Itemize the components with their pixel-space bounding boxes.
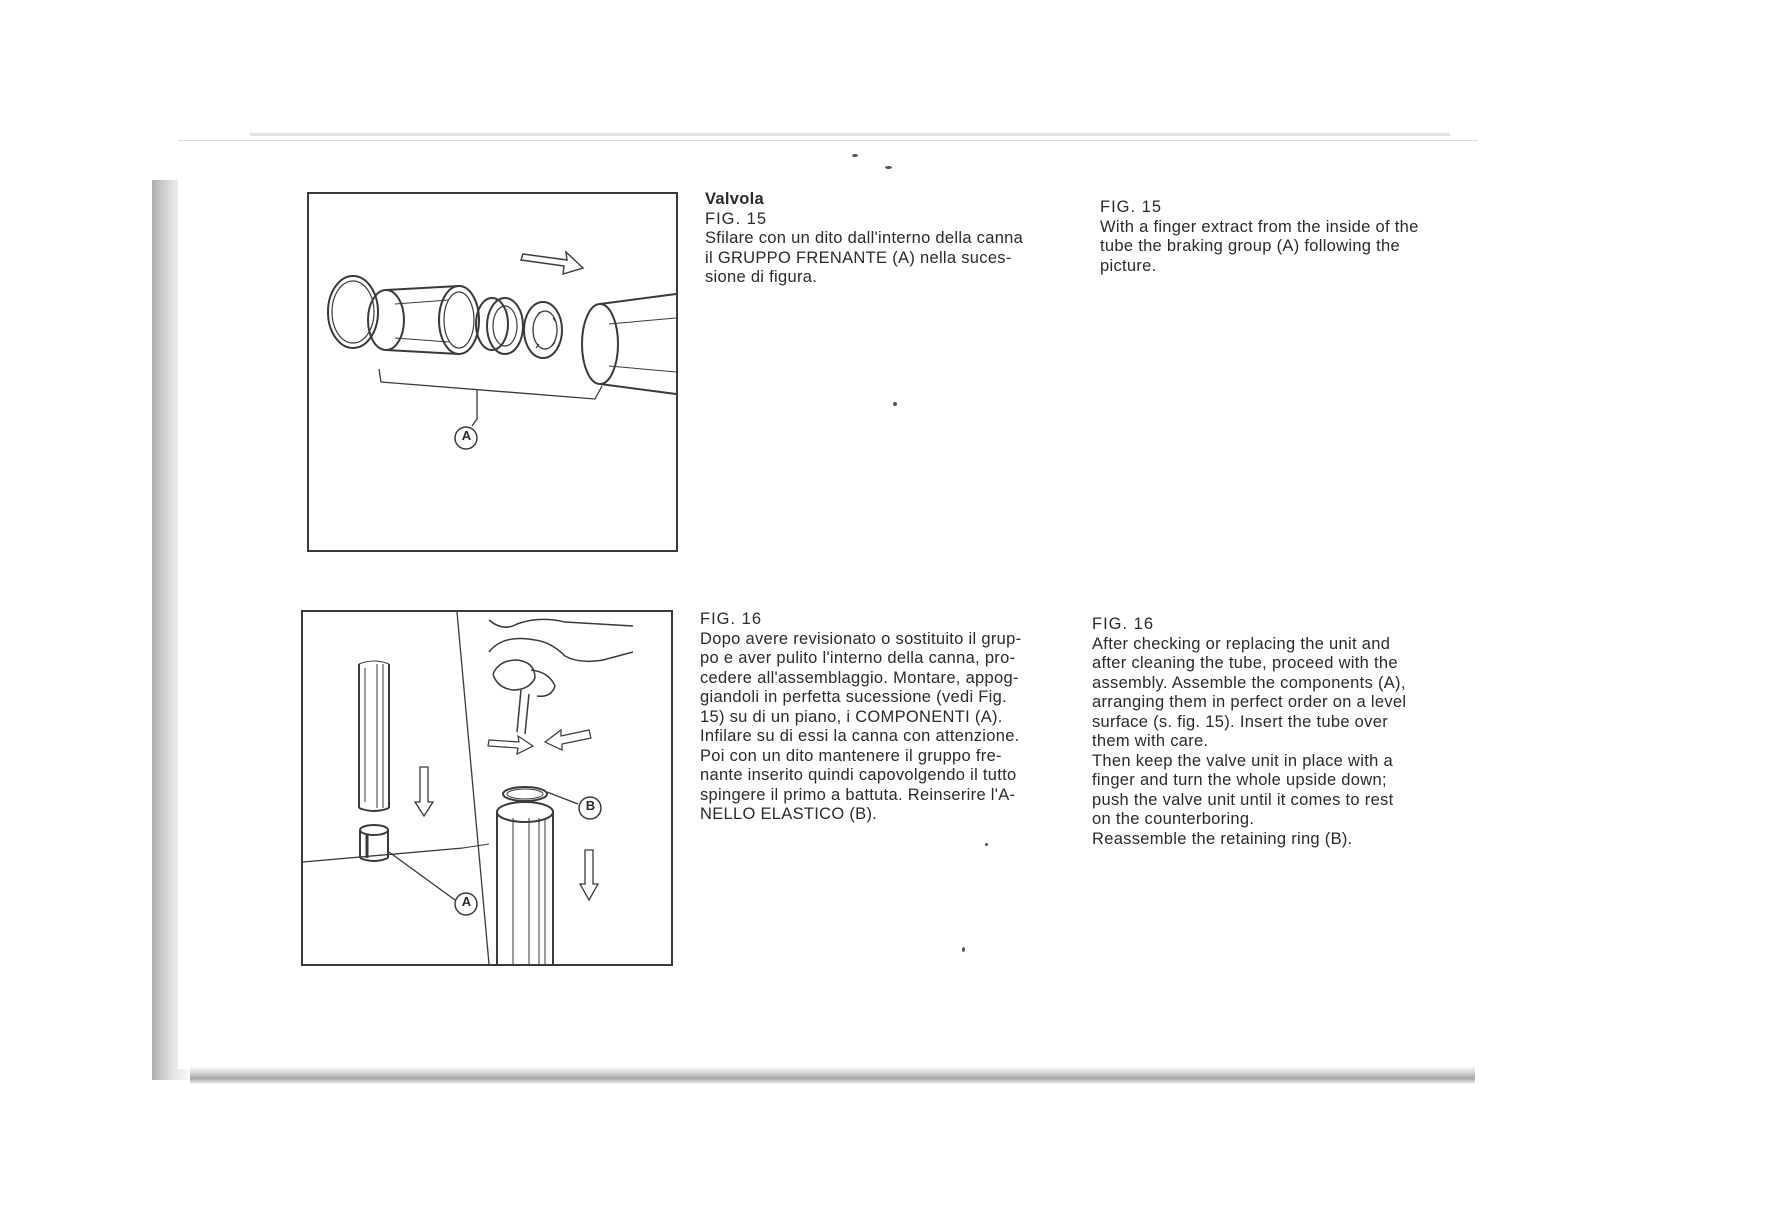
tube-icon — [359, 661, 389, 811]
callout-a-label: A — [461, 428, 472, 443]
valve-disc-icon — [524, 302, 562, 358]
instruction-body: Dopo avere revisionato o sostituito il grup- po e aver pulito l'interno della canna, pro- cedere all'assemblaggio. Montare, appog- giandoli in perfetta sucessione (vedi Fig. 15) su di un piano, i COMPONENTI (A). Infilare su di essi la canna con attenzione. Poi con un dito mantenere il gruppo fre- nante inserito quindi capovolgendo il tutto spingere il primo a battuta. Reinserire l'A- NELLO ELASTICO (B). — [700, 629, 1022, 823]
figure-16-drawing — [303, 612, 671, 964]
fig15-italian-text — [705, 190, 1085, 288]
inward-arrow-icon — [488, 736, 533, 754]
figure-16 — [301, 610, 673, 966]
fig-label: FIG. 16 — [1092, 615, 1155, 633]
scan-speck — [985, 843, 988, 846]
assembly-tube-icon — [497, 802, 553, 964]
table-edge-line — [457, 612, 489, 964]
scan-speck — [962, 947, 965, 952]
fig-label: FIG. 16 — [700, 610, 763, 628]
instruction-body: Sfilare con un dito dall'interno della canna il GRUPPO FRENANTE (A) nella suces- sione di figura. — [705, 229, 1024, 286]
fig15-english-text — [1100, 198, 1472, 276]
fig-label: FIG. 15 — [705, 209, 768, 228]
scan-speck — [893, 402, 897, 406]
callout-a-label: A — [461, 894, 472, 909]
group-bracket — [379, 369, 602, 399]
scan-speck — [885, 166, 892, 169]
inward-arrow-icon — [545, 730, 591, 750]
instruction-body: With a finger extract from the inside of the tube the braking group (A) following the picture. — [1100, 217, 1419, 275]
section-title: Valvola — [705, 190, 764, 208]
instruction-body: After checking or replacing the unit and after cleaning the tube, proceed with the assembly. Assemble the components (A), arranging them in perfect order on a level surface (s. fig. 15). Insert the tube over them with care. Then keep the valve unit in place with a finger and turn the whole upside down; push the valve unit until it comes to rest on the counterboring. Reassemble the retaining ring (B). — [1092, 634, 1407, 848]
extract-arrow-icon — [521, 252, 583, 274]
fig-label: FIG. 15 — [1100, 198, 1163, 216]
down-arrow-icon — [580, 850, 598, 900]
sleeve-icon — [368, 286, 479, 354]
figure-15 — [307, 192, 678, 552]
booklet-bottom-edge — [190, 1066, 1475, 1084]
scan-speck — [852, 154, 858, 157]
tube-end-icon — [582, 294, 676, 394]
hand-icon — [489, 619, 633, 734]
figure-15-drawing — [309, 194, 676, 550]
callout-b-label: B — [585, 798, 596, 813]
down-arrow-icon — [415, 767, 433, 816]
bushing-icon — [476, 298, 523, 354]
fig16-english-text — [1092, 615, 1477, 849]
fig16-italian-text — [700, 610, 1092, 825]
page-top-edge — [250, 133, 1450, 136]
